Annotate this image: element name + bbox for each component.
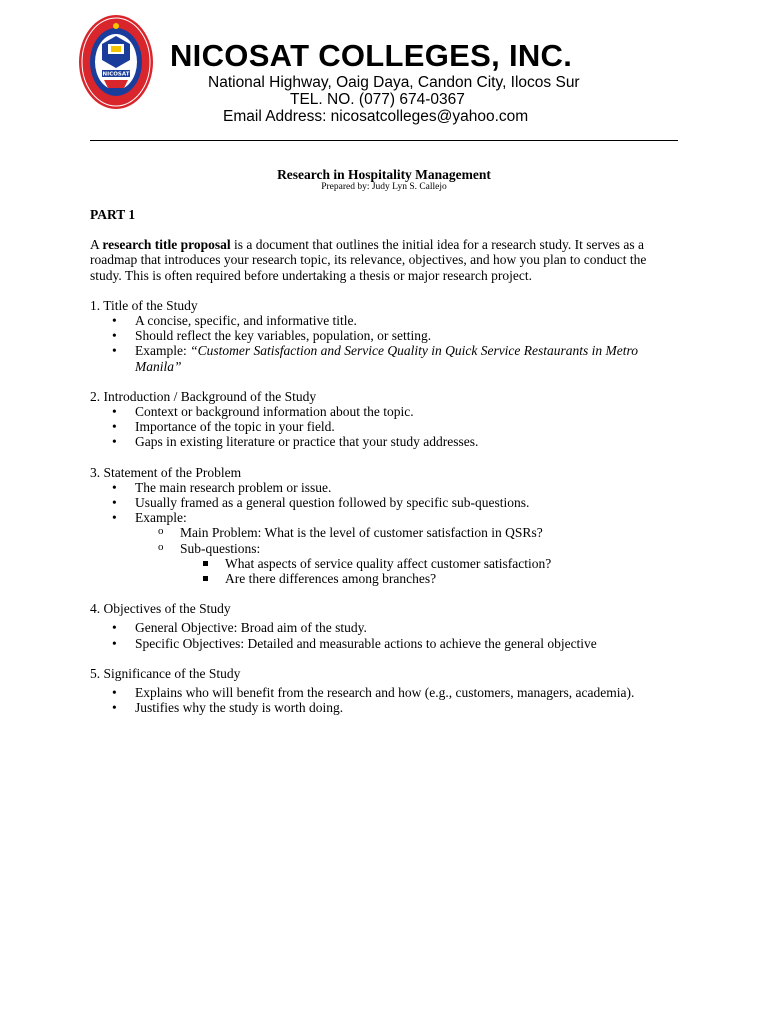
intro-bold-term: research title proposal xyxy=(102,237,231,253)
bullet-list xyxy=(90,480,670,526)
school-name: NICOSAT COLLEGES, INC. xyxy=(170,38,573,73)
intro-lead: A xyxy=(90,237,103,253)
header-divider xyxy=(90,140,678,141)
section-heading: 1. Title of the Study xyxy=(90,297,198,313)
list-item: • Context or background information about the topic. xyxy=(90,404,670,419)
intro-rest: is a document that outlines the initial idea for a research study. It serves as a roadmap that introduces your research topic, its relevance, objectives, and how you plan to conduct the study. This is often required before undertaking a thesis or major research project. xyxy=(90,237,647,283)
bullet-list xyxy=(90,685,670,715)
example-label: Example: xyxy=(135,343,191,359)
list-item: Are there differences among branches? xyxy=(90,571,670,586)
list-item: • Specific Objectives: Detailed and measurable actions to achieve the general objective xyxy=(90,636,670,651)
bullet-list xyxy=(90,313,670,374)
document-author: Prepared by: Judy Lyn S. Callejo xyxy=(321,182,447,192)
section-heading: 2. Introduction / Background of the Study xyxy=(90,388,317,404)
list-item: • Usually framed as a general question followed by specific sub-questions. xyxy=(90,495,670,510)
school-seal-logo xyxy=(78,14,154,110)
section-heading: 5. Significance of the Study xyxy=(90,665,241,681)
sub-list xyxy=(90,525,670,555)
school-email: Email Address: nicosatcolleges@yahoo.com xyxy=(223,108,529,125)
list-item: • Should reflect the key variables, population, or setting. xyxy=(90,328,670,343)
list-item: • Explains who will benefit from the research and how (e.g., customers, managers, academia). xyxy=(90,685,670,700)
list-item: o Sub-questions: xyxy=(90,541,670,556)
section-heading: 4. Objectives of the Study xyxy=(90,601,231,617)
logo-center-label: NICOSAT xyxy=(102,71,130,78)
list-item: • Importance of the topic in your field. xyxy=(90,419,670,434)
school-address: National Highway, Oaig Daya, Candon City, Ilocos Sur xyxy=(208,74,580,91)
list-item xyxy=(90,343,670,373)
document-body xyxy=(90,207,670,715)
list-item: • The main research problem or issue. xyxy=(90,480,670,495)
part-heading: PART 1 xyxy=(90,207,136,222)
list-item: • Justifies why the study is worth doing. xyxy=(90,700,670,715)
list-item: • General Objective: Broad aim of the study. xyxy=(90,620,670,635)
bullet-list xyxy=(90,620,670,650)
list-item: • Example: xyxy=(90,510,670,525)
example-title: “Customer Satisfaction and Service Quality in Quick Service Restaurants in Metro Manila” xyxy=(135,343,639,374)
list-item: • A concise, specific, and informative title. xyxy=(90,313,670,328)
document-title: Research in Hospitality Management xyxy=(277,167,491,182)
list-item: • Gaps in existing literature or practice that your study addresses. xyxy=(90,434,670,449)
list-item: What aspects of service quality affect customer satisfaction? xyxy=(90,556,670,571)
intro-paragraph xyxy=(90,237,670,283)
bullet-list xyxy=(90,404,670,450)
section-heading: 3. Statement of the Problem xyxy=(90,464,242,480)
list-item: o Main Problem: What is the level of customer satisfaction in QSRs? xyxy=(90,525,670,540)
sub-sub-list xyxy=(90,556,670,586)
school-telephone: TEL. NO. (077) 674-0367 xyxy=(290,91,465,108)
